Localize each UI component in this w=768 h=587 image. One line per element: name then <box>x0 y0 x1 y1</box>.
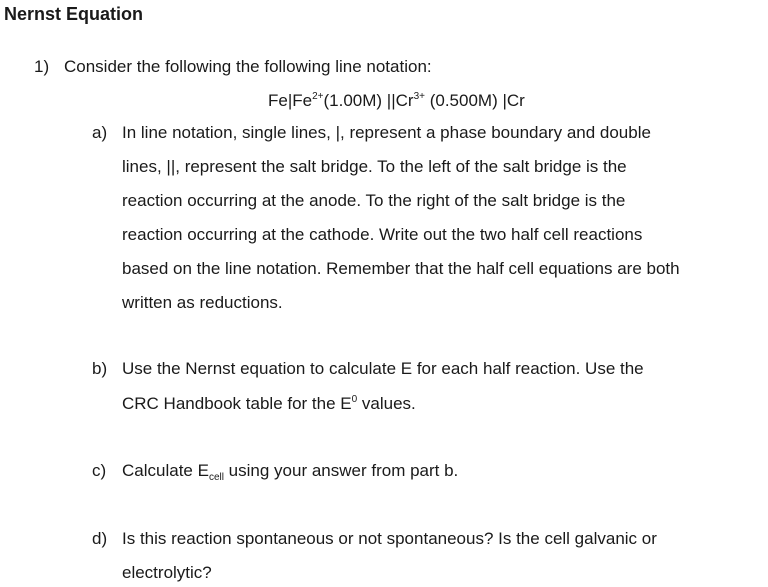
part-d-line-2: electrolytic? <box>122 563 212 582</box>
cell-subscript: cell <box>208 472 224 483</box>
part-a-letter: a) <box>92 123 108 142</box>
part-a-line: In line notation, single lines, |, represent a phase boundary and double <box>122 123 651 142</box>
part-b-letter: b) <box>92 359 108 378</box>
part-b-line-2 <box>122 393 416 415</box>
part-a-line: lines, ||, represent the salt bridge. To the left of the salt bridge is the <box>122 157 627 176</box>
part-d-letter: d) <box>92 529 108 548</box>
notation-charge-1: 2+ <box>312 91 324 102</box>
question-text: Consider the following the following line notation: <box>64 57 432 76</box>
notation-part-2: (1.00M) ||Cr <box>323 91 414 110</box>
part-b-line-2-text: CRC Handbook table for the E <box>122 394 352 413</box>
part-c-text-end: using your answer from part b. <box>223 461 459 480</box>
notation-part-1: Fe|Fe <box>268 91 313 110</box>
part-c-text <box>122 460 458 482</box>
part-a-line: written as reductions. <box>122 293 283 312</box>
part-c-letter: c) <box>92 461 107 480</box>
part-a-line: reaction occurring at the anode. To the right of the salt bridge is the <box>122 191 626 210</box>
page-title: Nernst Equation <box>4 4 144 24</box>
part-a-text <box>122 116 768 320</box>
question-number: 1) <box>34 57 50 76</box>
part-a-line: based on the line notation. Remember that the half cell equations are both <box>122 259 680 278</box>
part-c-text-start: Calculate E <box>122 461 209 480</box>
standard-potential-superscript: 0 <box>351 394 358 405</box>
part-d-line-1: Is this reaction spontaneous or not spontaneous? Is the cell galvanic or <box>122 529 657 548</box>
part-b-line-2-end: values. <box>357 394 416 413</box>
line-notation <box>268 90 525 112</box>
notation-charge-2: 3+ <box>413 91 425 102</box>
part-a-line: reaction occurring at the cathode. Write out the two half cell reactions <box>122 225 643 244</box>
notation-part-3: (0.500M) |Cr <box>424 91 525 110</box>
part-b-line-1: Use the Nernst equation to calculate E for each half reaction. Use the <box>122 359 644 378</box>
